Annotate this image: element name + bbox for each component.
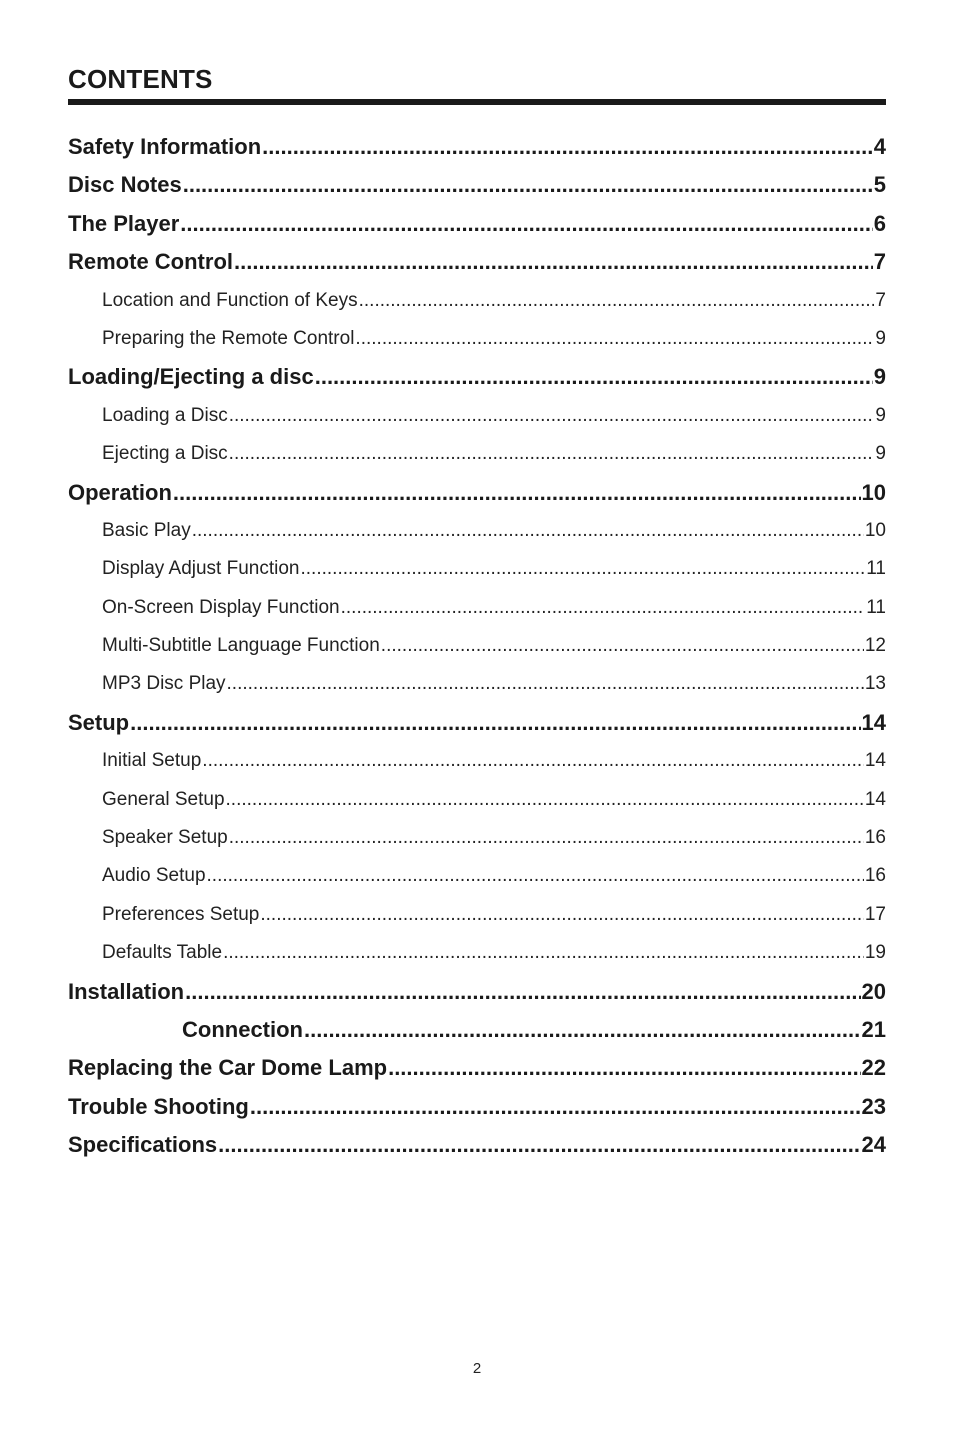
toc-entry[interactable] [68,320,886,358]
dot-leader [207,857,864,895]
toc-entry[interactable] [68,358,886,396]
toc-entry-page-number: 23 [861,1093,886,1119]
toc-entry-page-number: 14 [864,750,886,772]
toc-entry[interactable] [68,589,886,627]
footer-page-number: 2 [472,1360,482,1377]
toc-entry-label: Connection [182,1016,303,1042]
dot-leader [388,1049,860,1087]
toc-entry-label: Safety Information [68,134,262,159]
toc-entry-page-number: 9 [875,404,886,426]
toc-entry-label: Ejecting a Disc [102,443,228,465]
toc-entry-page-number: 10 [861,479,886,505]
toc-entry-label: General Setup [102,788,225,810]
toc-entry-page-number: 6 [873,210,886,236]
toc-entry-label: The Player [68,210,180,236]
toc-entry[interactable] [68,282,886,320]
dot-leader [381,627,864,665]
toc-entry-page-number: 20 [861,978,886,1004]
toc-entry-page-number: 22 [861,1055,886,1081]
toc-entry-label: Audio Setup [102,865,206,887]
toc-entry-page-number: 7 [873,249,886,275]
dot-leader [185,973,860,1011]
toc-entry[interactable] [68,435,886,473]
toc-entry[interactable] [68,704,886,742]
toc-entry-label: Multi-Subtitle Language Function [102,635,380,657]
toc-entry-page-number: 14 [861,709,886,735]
toc-entry-label: Specifications [68,1132,218,1158]
dot-leader [355,320,874,358]
toc-entry-label: MP3 Disc Play [102,673,226,695]
toc-entry-page-number: 5 [873,172,886,198]
title-rule [68,99,886,105]
toc-entry-label: Loading a Disc [102,404,228,426]
toc-entry-page-number: 11 [866,596,886,618]
toc-entry-page-number: 9 [875,327,886,349]
toc-entry[interactable] [68,1126,886,1164]
toc-entry-label: Preparing the Remote Control [102,327,355,349]
dot-leader [202,742,864,780]
dot-leader [180,205,872,243]
toc-entry-page-number: 4 [873,134,886,159]
dot-leader [359,282,875,320]
table-of-contents [68,128,886,1165]
toc-entry-label: Operation [68,479,172,505]
dot-leader [192,512,864,550]
toc-entry-page-number: 10 [864,519,886,541]
toc-entry-label: Installation [68,978,185,1004]
toc-entry-label: Loading/Ejecting a disc [68,364,314,390]
dot-leader [260,896,863,934]
toc-entry-label: Speaker Setup [102,827,228,849]
toc-entry[interactable] [68,550,886,588]
dot-leader [223,934,864,972]
dot-leader [234,243,873,281]
dot-leader [218,1126,860,1164]
toc-entry[interactable] [68,627,886,665]
toc-entry-page-number: 24 [861,1132,886,1158]
dot-leader [301,550,866,588]
toc-entry-page-number: 16 [864,865,886,887]
toc-entry[interactable] [68,397,886,435]
toc-entry-label: Basic Play [102,519,191,541]
toc-entry[interactable] [68,896,886,934]
dot-leader [226,781,864,819]
toc-entry-page-number: 17 [864,903,886,925]
toc-entry-page-number: 9 [873,364,886,390]
toc-entry-page-number: 13 [864,673,886,695]
toc-entry[interactable] [68,857,886,895]
toc-entry[interactable] [68,512,886,550]
toc-entry-label: Preferences Setup [102,903,260,925]
toc-entry[interactable] [68,205,886,243]
toc-entry[interactable] [68,243,886,281]
toc-entry-label: Defaults Table [102,942,223,964]
toc-entry-label: Remote Control [68,249,233,275]
toc-entry-label: Replacing the Car Dome Lamp [68,1055,388,1081]
toc-entry[interactable] [68,1049,886,1087]
dot-leader [304,1011,861,1049]
toc-entry[interactable] [68,474,886,512]
toc-entry[interactable] [68,128,886,166]
toc-entry[interactable] [68,1088,886,1126]
toc-entry-label: Initial Setup [102,750,202,772]
toc-entry-page-number: 11 [866,558,886,580]
toc-entry[interactable] [68,665,886,703]
toc-entry-page-number: 16 [864,827,886,849]
toc-entry[interactable] [68,166,886,204]
toc-entry[interactable] [68,819,886,857]
dot-leader [250,1088,861,1126]
toc-entry-label: Location and Function of Keys [102,289,358,311]
toc-entry-page-number: 19 [864,942,886,964]
toc-entry[interactable] [68,973,886,1011]
toc-entry-label: Trouble Shooting [68,1093,249,1119]
dot-leader [229,397,875,435]
toc-entry-page-number: 7 [875,289,886,311]
toc-entry-label: On-Screen Display Function [102,596,340,618]
dot-leader [341,589,866,627]
dot-leader [173,474,861,512]
toc-entry-page-number: 21 [861,1016,886,1042]
dot-leader [227,665,864,703]
toc-entry[interactable] [68,934,886,972]
toc-entry-page-number: 9 [875,443,886,465]
page-title: CONTENTS [68,64,213,94]
toc-entry-label: Disc Notes [68,172,182,198]
dot-leader [229,435,875,473]
toc-entry-page-number: 14 [864,788,886,810]
dot-leader [262,128,873,166]
toc-entry[interactable] [68,742,886,780]
toc-entry-page-number: 12 [864,635,886,657]
dot-leader [315,358,873,396]
dot-leader [229,819,864,857]
toc-entry-label: Setup [68,709,130,735]
toc-entry-label: Display Adjust Function [102,558,300,580]
toc-entry[interactable] [68,781,886,819]
dot-leader [130,704,860,742]
dot-leader [183,166,873,204]
toc-entry[interactable] [68,1011,886,1049]
